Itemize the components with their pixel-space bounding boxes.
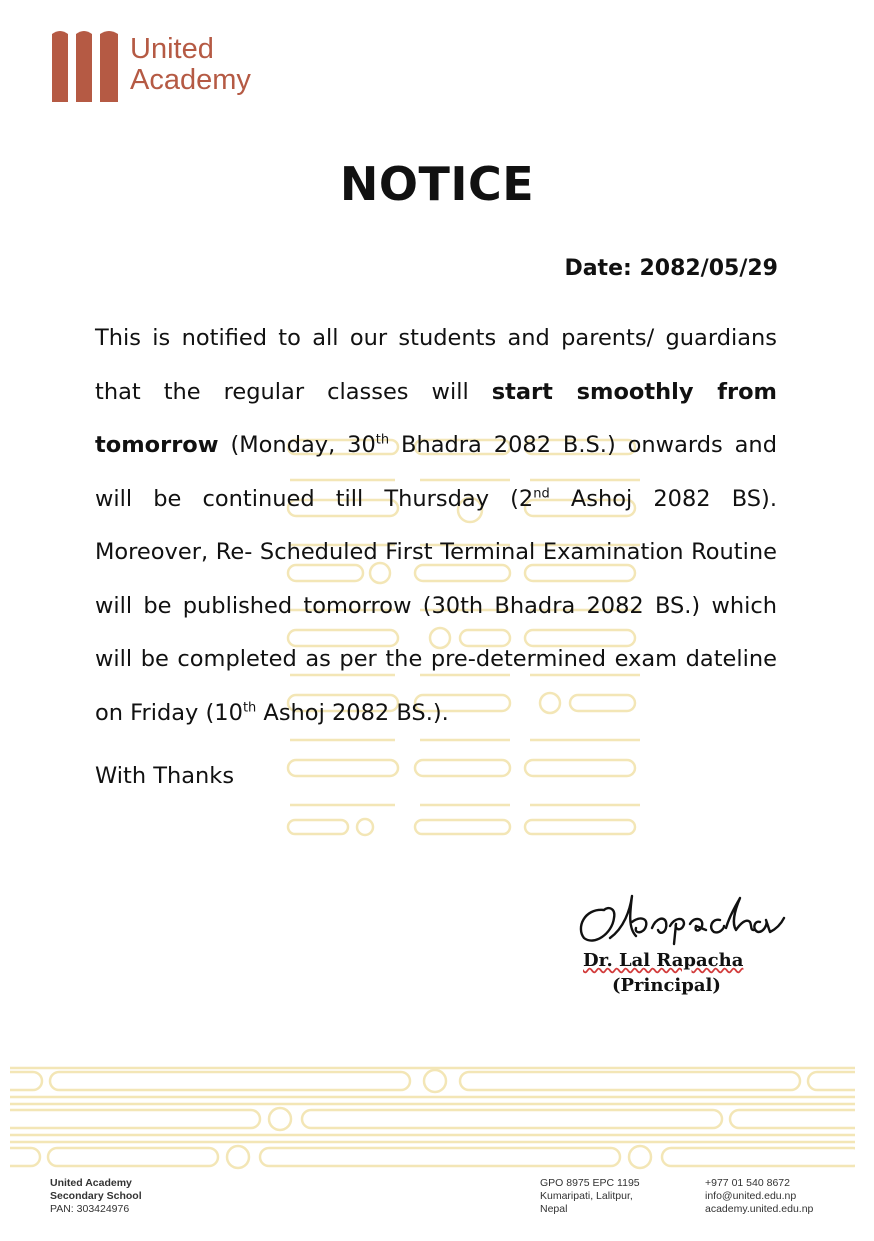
footer-school [50, 1177, 142, 1216]
logo-line-2: Academy [130, 64, 251, 96]
footer-address [540, 1177, 640, 1216]
footer-email: info@united.edu.np [705, 1190, 797, 1202]
handwritten-signature [574, 888, 789, 948]
logo-mark-icon [50, 28, 120, 102]
closing-thanks: With Thanks [95, 763, 235, 789]
footer-website: academy.united.edu.np [705, 1203, 814, 1215]
body-part-4: Ashoj 2082 BS). Moreover, Re- Scheduled First Terminal Examination Routine will be published tomorrow (30th Bhadra 2082 BS.) which will be completed as per the pre-determined exam dateline on Friday (10 [95, 485, 777, 726]
notice-title: NOTICE [339, 157, 535, 211]
footer-pan: PAN: 303424976 [50, 1203, 130, 1215]
body-bold: start smoothly from tomorrow [95, 378, 777, 458]
footer-address-line-3: Nepal [540, 1203, 568, 1215]
footer-contact [705, 1177, 813, 1216]
footer-address-line-2: Kumaripati, Lalitpur, [540, 1190, 633, 1202]
signatory-name: Dr. Lal Rapacha [583, 950, 744, 971]
logo [50, 28, 251, 102]
logo-line-1: United [130, 33, 214, 65]
notice-date: Date: 2082/05/29 [564, 256, 778, 281]
notice-body [95, 312, 777, 740]
logo-text [130, 34, 251, 96]
signatory-role: (Principal) [612, 975, 721, 996]
footer-phone: +977 01 540 8672 [705, 1177, 790, 1189]
body-part-2: (Monday, 30 [218, 432, 376, 458]
body-part-5: Ashoj 2082 BS.). [256, 699, 449, 726]
footer-address-line-1: GPO 8975 EPC 1195 [540, 1177, 640, 1189]
body-sup-3: th [242, 700, 257, 715]
footer-pattern [10, 1064, 855, 1174]
body-sup-2: nd [533, 486, 550, 501]
body-part-1: This is notified to all our students and parents/ guardians that the regular classes will [95, 325, 777, 405]
footer-school-type: Secondary School [50, 1190, 142, 1202]
body-sup-1: th [375, 432, 390, 448]
body-part-3: Bhadra 2082 B.S.) onwards and will be continued till Thursday (2 [95, 432, 777, 512]
footer-school-name: United Academy [50, 1177, 132, 1189]
